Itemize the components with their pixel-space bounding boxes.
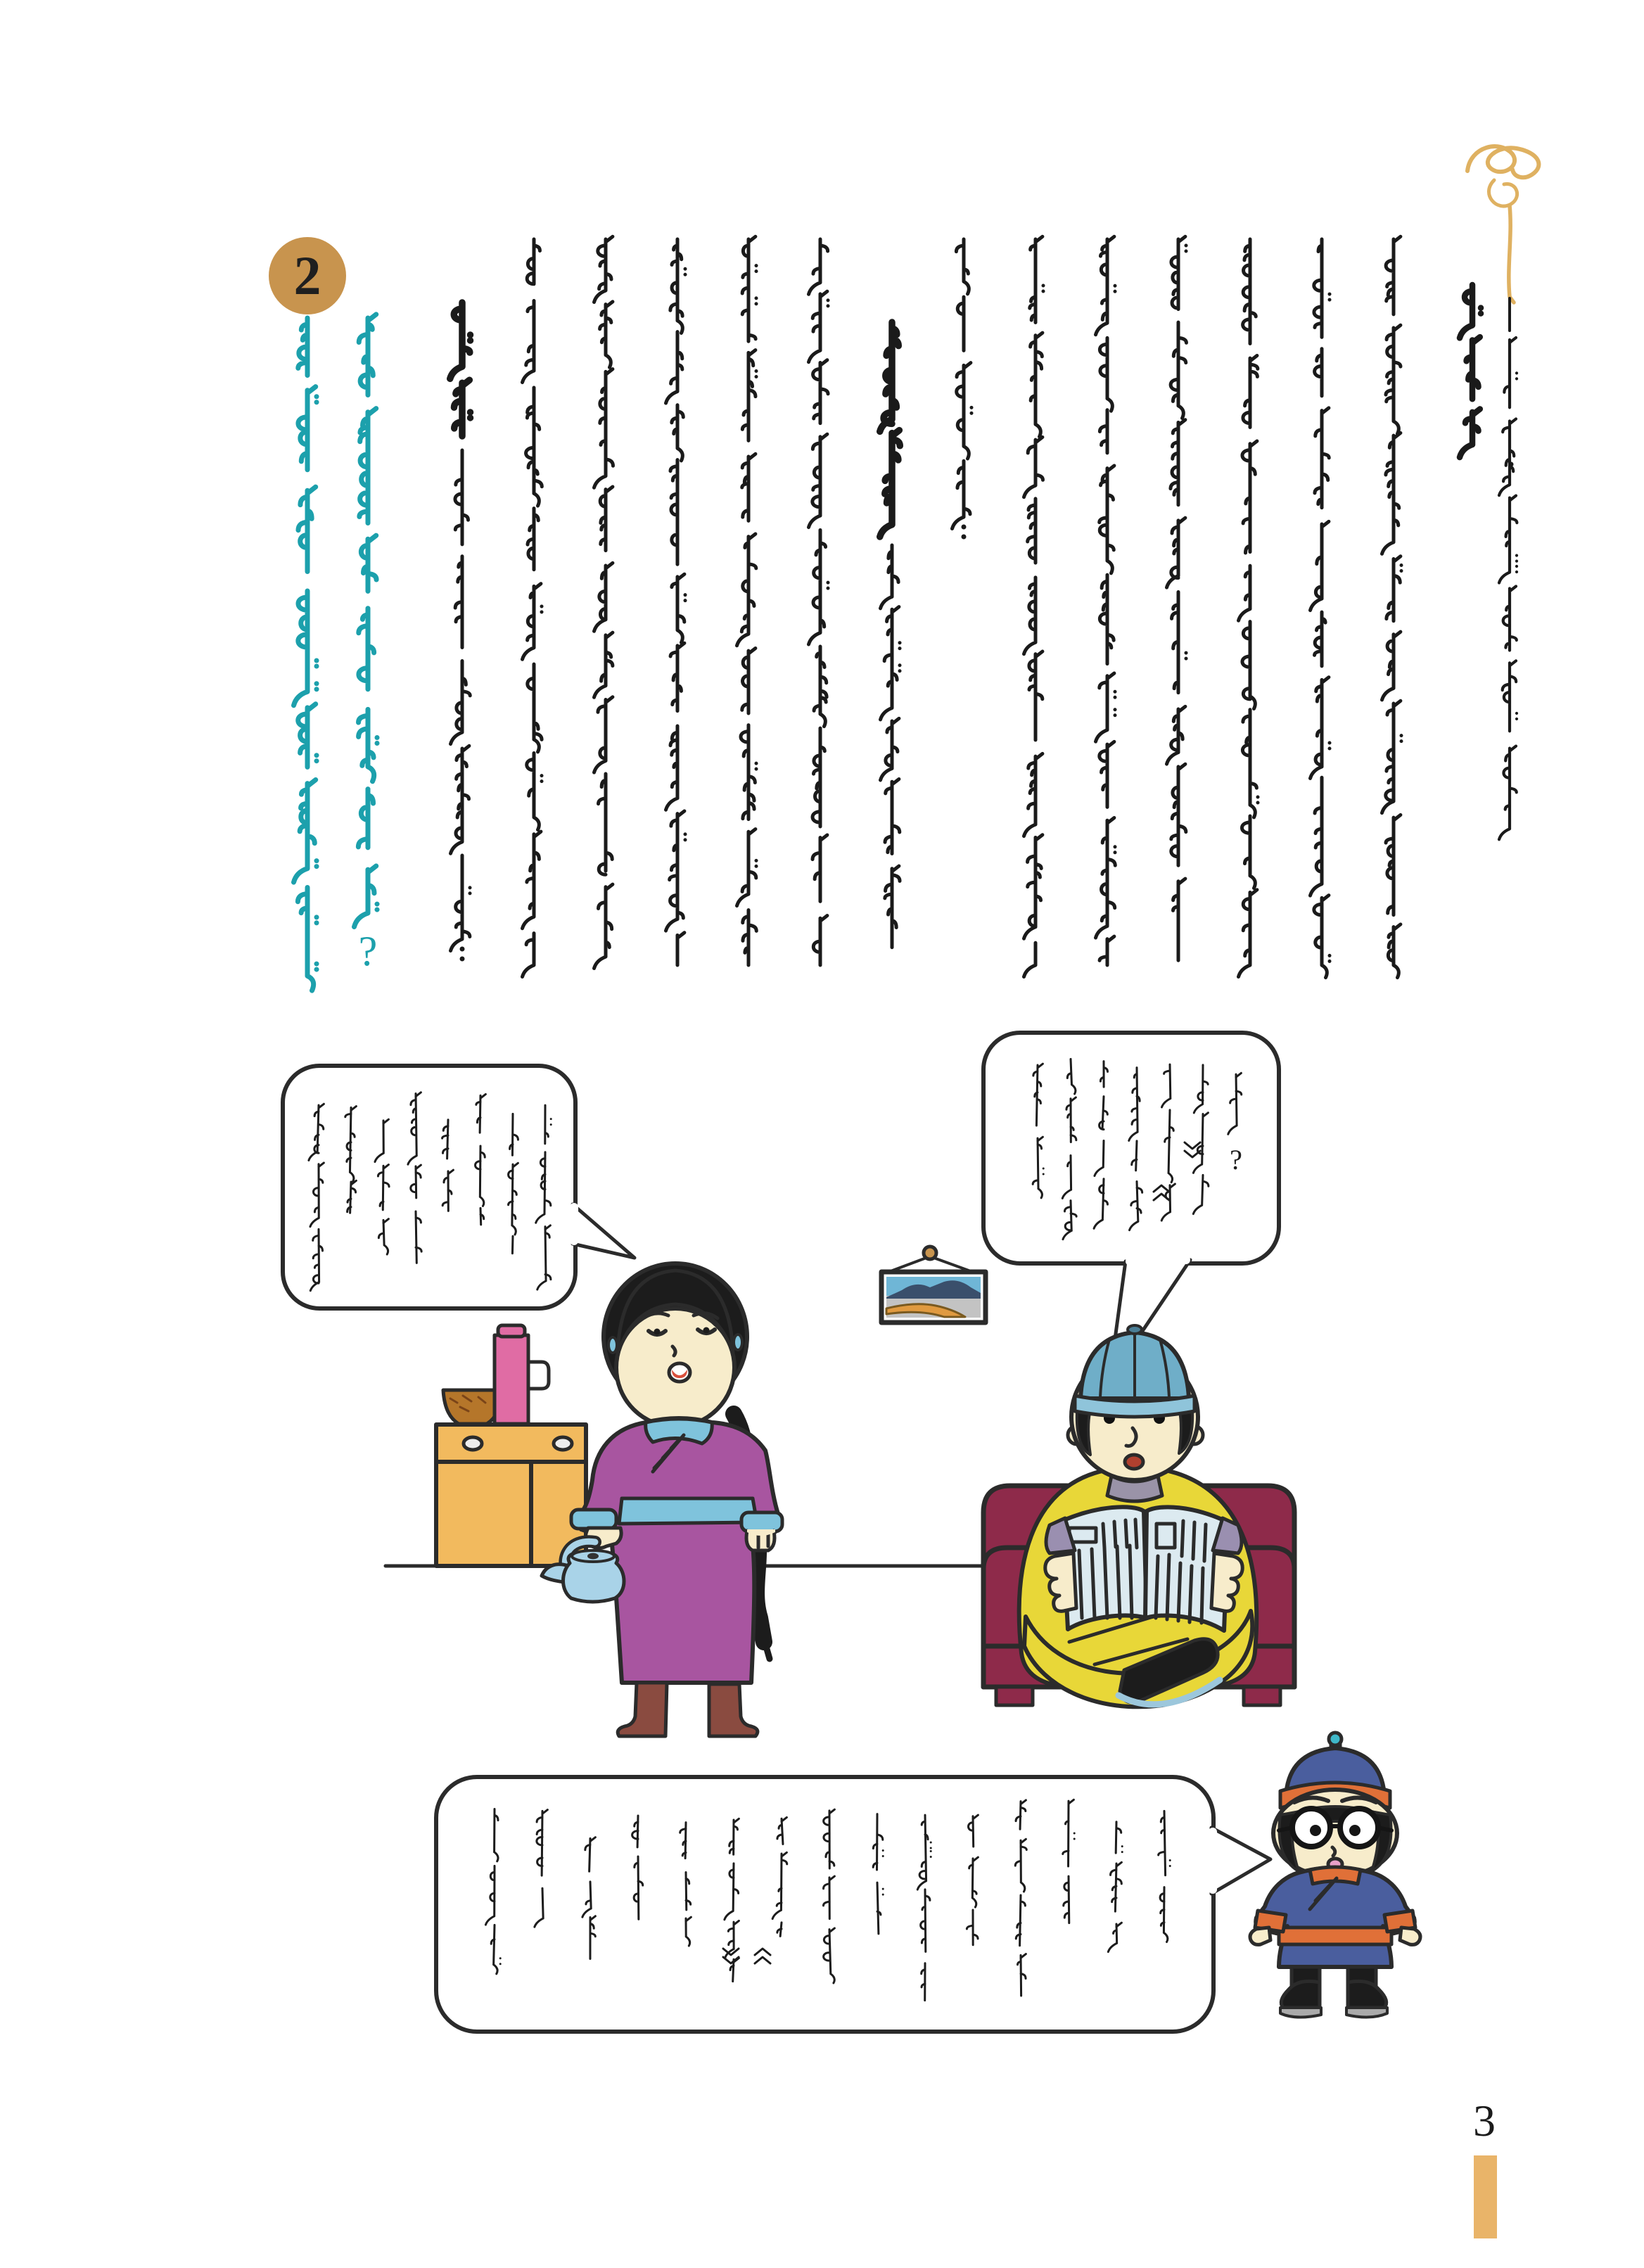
page-number: 3	[1473, 2096, 1496, 2146]
section-badge	[269, 237, 346, 314]
passage-column-bold	[880, 322, 900, 537]
mother-figure	[571, 1263, 782, 1736]
thermos	[495, 1325, 549, 1424]
father-question-mark: ?	[1230, 1144, 1242, 1176]
speech-bubble-boy	[436, 1777, 1270, 2032]
passage-column	[451, 450, 471, 951]
passage-column	[881, 545, 900, 948]
question-script-column	[355, 314, 378, 927]
section-badge-number: 2	[293, 245, 321, 306]
header-ornament	[1467, 146, 1538, 302]
picture-frame	[881, 1247, 986, 1323]
boy-figure	[1250, 1733, 1420, 2018]
page-edge-bar	[1474, 2155, 1497, 2238]
passage-column	[1096, 236, 1116, 965]
question-mark: ?	[358, 928, 378, 974]
unit-subtitle-script	[1499, 338, 1517, 839]
unit-title-column	[1460, 285, 1481, 457]
passage-column-bold	[450, 302, 471, 436]
passage-column	[737, 236, 757, 965]
passage-column	[1167, 236, 1187, 960]
question-script-column	[294, 318, 317, 990]
unit-title-script	[1460, 285, 1481, 457]
passage-column	[952, 239, 972, 529]
passage-column	[594, 236, 613, 968]
speech-bubble-mother	[283, 1066, 635, 1308]
passage-column	[1382, 236, 1402, 977]
passage-column	[1311, 239, 1330, 978]
passage-column	[523, 239, 542, 977]
passage-column	[666, 239, 686, 965]
passage-column	[1024, 236, 1044, 976]
passage-column	[1239, 239, 1259, 977]
father-figure	[1019, 1325, 1257, 1707]
passage-text	[450, 236, 1401, 977]
passage-column	[809, 239, 829, 965]
unit-subtitle-column	[1499, 338, 1517, 839]
question-text	[294, 314, 378, 990]
cabinet	[436, 1425, 586, 1566]
